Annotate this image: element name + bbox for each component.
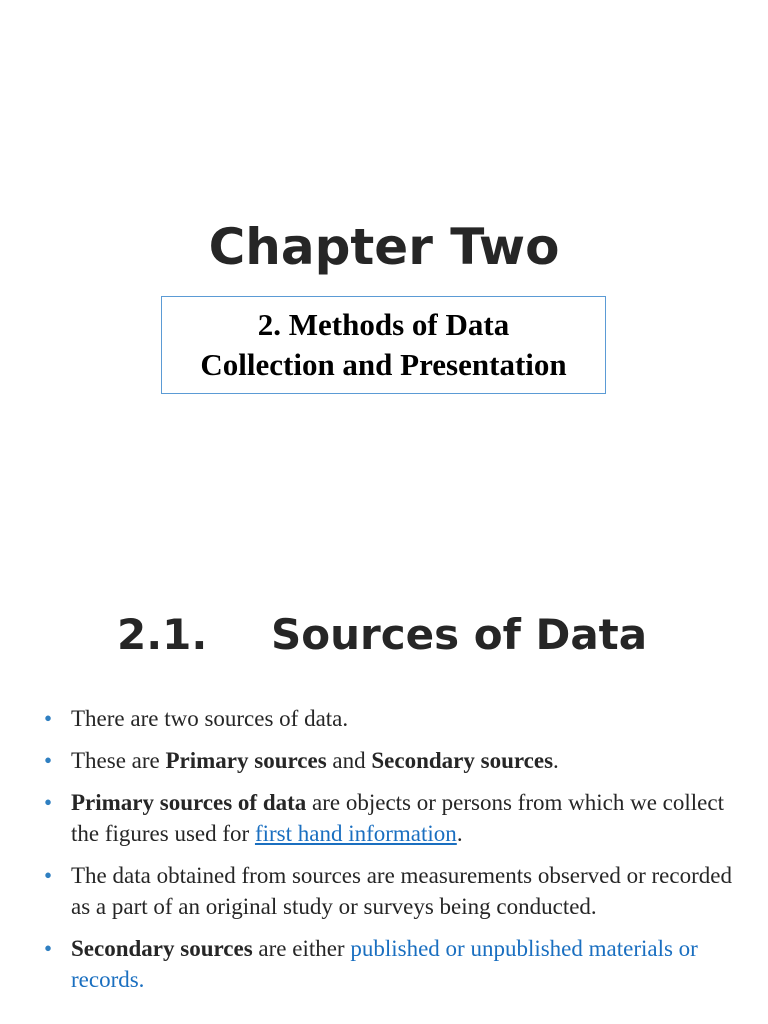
list-item <box>44 860 734 922</box>
bullet-icon: • <box>44 863 53 888</box>
primary-sources-term: Primary sources <box>165 748 327 773</box>
list-item <box>44 933 734 995</box>
bullet-text: and <box>326 748 372 773</box>
subtitle-box <box>161 296 606 394</box>
chapter-subtitle <box>200 305 566 385</box>
first-hand-information-link[interactable]: first hand information <box>254 821 457 846</box>
section-heading <box>117 607 647 663</box>
primary-sources-of-data-term: Primary sources of data <box>71 790 307 815</box>
bullet-text: are either <box>252 936 351 961</box>
list-item <box>44 745 734 776</box>
section-number: 2.1. <box>117 610 208 659</box>
section-title: Sources of Data <box>271 610 648 659</box>
secondary-sources-term: Secondary sources <box>371 748 554 773</box>
bullet-text: There are two sources of data. <box>71 706 349 731</box>
bullet-text: These are <box>71 748 166 773</box>
subtitle-line-1: 2. Methods of Data <box>257 307 510 342</box>
chapter-title: Chapter Two <box>208 218 560 276</box>
bullet-list <box>44 703 734 1006</box>
bullet-icon: • <box>44 936 53 961</box>
bullet-text: . <box>553 748 559 773</box>
bullet-text: The data obtained from sources are measurements observed or recorded as a part of an original study or surveys being conducted. <box>71 863 732 919</box>
subtitle-line-2: Collection and Presentation <box>200 347 567 382</box>
list-item <box>44 703 734 734</box>
list-item <box>44 787 734 849</box>
secondary-sources-term: Secondary sources <box>71 936 253 961</box>
bullet-icon: • <box>44 748 53 773</box>
published-materials-text: published or unpublished materials or records. <box>71 936 698 992</box>
bullet-icon: • <box>44 790 53 815</box>
bullet-text: . <box>456 821 463 846</box>
bullet-icon: • <box>44 706 53 731</box>
bullet-text: are objects or persons from which we collect the figures used for <box>71 790 724 846</box>
